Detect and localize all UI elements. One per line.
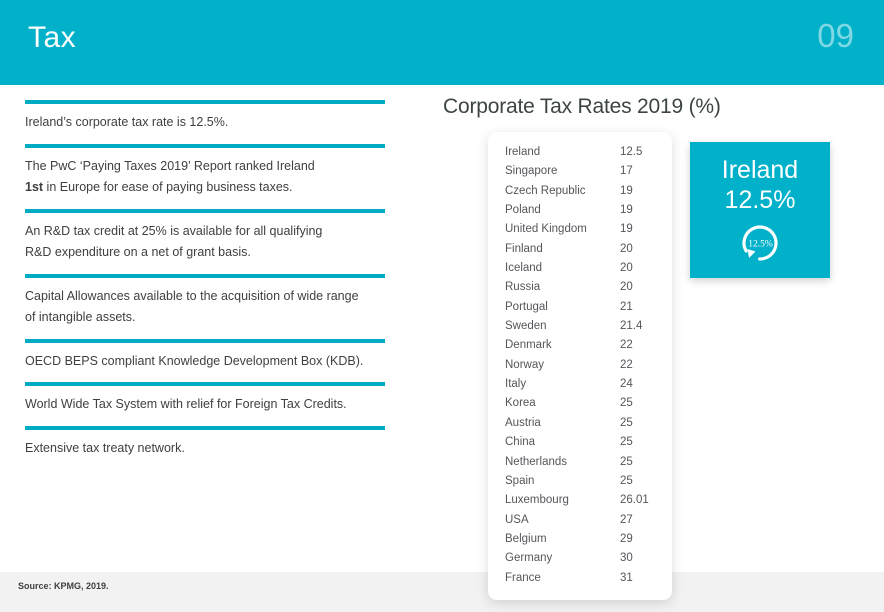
table-row xyxy=(505,436,656,455)
country-cell: Korea xyxy=(505,397,536,410)
table-row xyxy=(505,204,656,223)
rate-cell: 19 xyxy=(620,184,633,197)
rate-cell: 27 xyxy=(620,513,633,526)
rate-cell: 25 xyxy=(620,436,633,449)
country-cell: Ireland xyxy=(505,146,541,158)
rate-cell: 25 xyxy=(620,455,633,468)
country-cell: USA xyxy=(505,513,529,526)
fact-text: OECD BEPS compliant Knowledge Development Box (KDB). xyxy=(25,353,364,368)
fact-block xyxy=(25,382,385,426)
country-cell: Italy xyxy=(505,378,527,391)
tax-rates-table xyxy=(488,132,672,600)
table-row xyxy=(505,185,656,204)
cycle-arrow-icon xyxy=(690,220,830,271)
rate-cell: 22 xyxy=(620,358,633,371)
source-note: Source: KPMG, 2019. xyxy=(18,581,109,591)
table-row xyxy=(505,339,656,358)
table-row xyxy=(505,262,656,281)
country-cell: Netherlands xyxy=(505,455,568,468)
table-row xyxy=(505,301,656,320)
table-row xyxy=(505,475,656,494)
fact-text: R&D expenditure on a net of grant basis. xyxy=(25,245,251,259)
country-cell: France xyxy=(505,571,541,584)
country-cell: Russia xyxy=(505,281,541,294)
rate-cell: 19 xyxy=(620,223,633,236)
rate-cell: 21 xyxy=(620,300,633,313)
rate-cell: 20 xyxy=(620,262,633,275)
country-cell: Finland xyxy=(505,242,543,255)
rate-cell: 30 xyxy=(620,552,633,565)
country-cell: Sweden xyxy=(505,320,547,333)
country-cell: Poland xyxy=(505,204,541,217)
table-row xyxy=(505,146,656,165)
fact-block xyxy=(25,100,385,144)
fact-block xyxy=(25,426,385,470)
rate-cell: 20 xyxy=(620,242,633,255)
footer-band xyxy=(0,572,884,612)
table-row xyxy=(505,572,656,591)
page-number: 09 xyxy=(817,17,854,54)
fact-block xyxy=(25,339,385,383)
page-title: Tax xyxy=(28,21,77,54)
table-row xyxy=(505,359,656,378)
rate-cell: 25 xyxy=(620,474,633,487)
header-band xyxy=(0,0,884,85)
table-row xyxy=(505,243,656,262)
rate-cell: 19 xyxy=(620,204,633,217)
country-cell: Denmark xyxy=(505,339,552,352)
facts-column xyxy=(25,100,385,469)
country-cell: Belgium xyxy=(505,532,547,545)
table-row xyxy=(505,397,656,416)
table-row xyxy=(505,417,656,436)
table-row xyxy=(505,378,656,397)
fact-text: World Wide Tax System with relief for Foreign Tax Credits. xyxy=(25,397,347,411)
highlight-rate: 12.5% xyxy=(724,186,796,214)
country-cell: Spain xyxy=(505,474,535,487)
fact-bold-text: 1st xyxy=(25,180,44,194)
fact-block xyxy=(25,209,385,274)
fact-text-rest: in Europe for ease of paying business taxes. xyxy=(43,180,293,194)
chart-title: Corporate Tax Rates 2019 (%) xyxy=(443,95,721,118)
ireland-highlight-box xyxy=(690,142,830,278)
table-row xyxy=(505,223,656,242)
country-cell: Norway xyxy=(505,358,544,371)
country-cell: Portugal xyxy=(505,300,548,313)
fact-text xyxy=(25,177,385,199)
rate-cell: 22 xyxy=(620,339,633,352)
rate-cell: 25 xyxy=(620,416,633,429)
table-row xyxy=(505,514,656,533)
fact-text: of intangible assets. xyxy=(25,310,136,324)
rate-cell: 17 xyxy=(620,165,633,178)
country-cell: Czech Republic xyxy=(505,184,586,197)
table-row xyxy=(505,533,656,552)
fact-block xyxy=(25,144,385,209)
table-row xyxy=(505,456,656,475)
rate-cell: 29 xyxy=(620,532,633,545)
rate-cell: 26.01 xyxy=(620,494,649,507)
fact-text: Capital Allowances available to the acquisition of wide range xyxy=(25,288,359,303)
highlight-country: Ireland xyxy=(721,156,799,184)
country-cell: Luxembourg xyxy=(505,494,569,507)
rate-cell: 20 xyxy=(620,281,633,294)
rate-cell: 21.4 xyxy=(620,320,643,333)
table-row xyxy=(505,552,656,571)
country-cell: Singapore xyxy=(505,165,558,178)
rate-cell: 12.5 xyxy=(620,146,643,158)
fact-text: An R&D tax credit at 25% is available for all qualifying xyxy=(25,223,323,238)
table-row xyxy=(505,320,656,339)
rate-cell: 31 xyxy=(620,571,633,584)
table-row xyxy=(505,281,656,300)
country-cell: United Kingdom xyxy=(505,223,587,236)
fact-block xyxy=(25,274,385,339)
fact-text: The PwC ‘Paying Taxes 2019’ Report ranked Ireland xyxy=(25,158,315,173)
rate-cell: 24 xyxy=(620,378,633,391)
country-cell: Austria xyxy=(505,416,541,429)
table-row xyxy=(505,494,656,513)
table-row xyxy=(505,165,656,184)
country-cell: Iceland xyxy=(505,262,543,275)
rate-cell: 25 xyxy=(620,397,633,410)
country-cell: Germany xyxy=(505,552,553,565)
country-cell: China xyxy=(505,436,536,449)
fact-text: Ireland’s corporate tax rate is 12.5%. xyxy=(25,115,229,129)
fact-text: Extensive tax treaty network. xyxy=(25,440,185,455)
badge-rate-label: 12.5% xyxy=(748,239,773,250)
